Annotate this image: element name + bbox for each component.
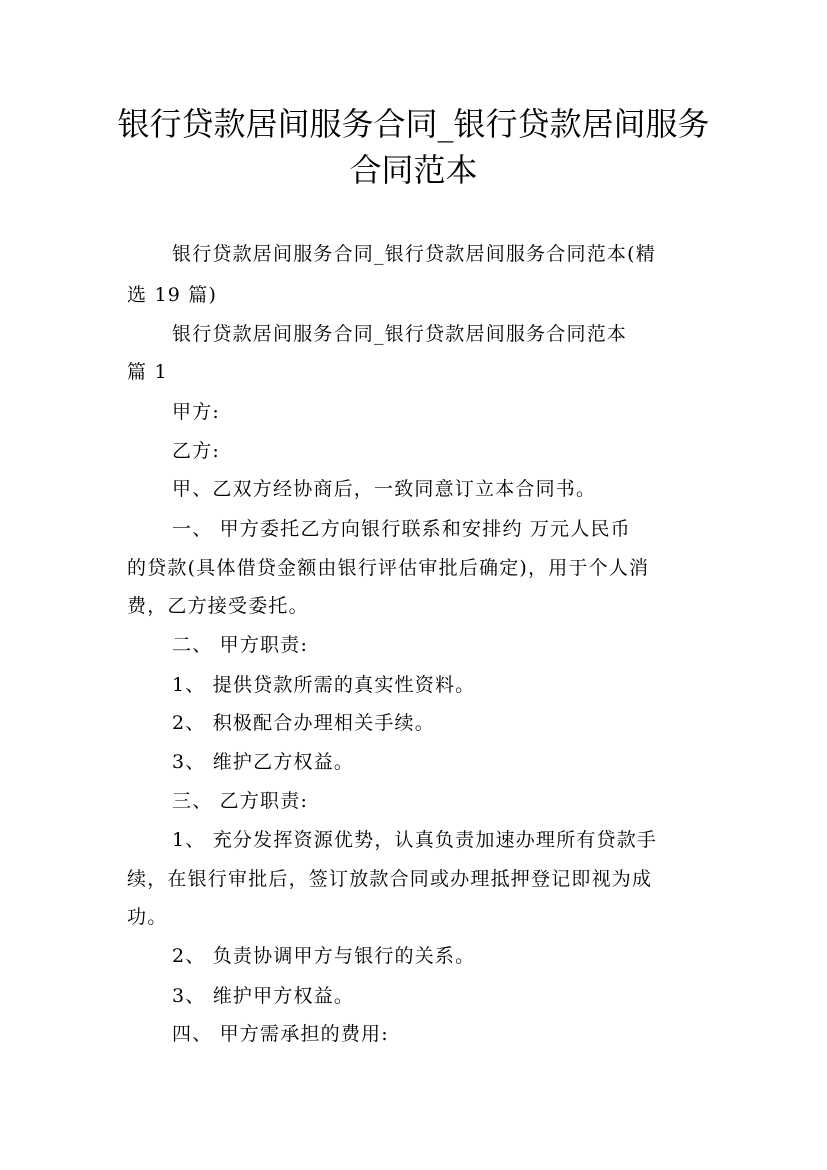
document-title-line-1: 银行贷款居间服务合同_银行贷款居间服务	[117, 105, 710, 143]
clause-1-line-3: 费，乙方接受委托。	[127, 595, 309, 617]
clause-2-item-1: 1、 提供贷款所需的真实性资料。	[172, 674, 476, 696]
party-b-label: 乙方:	[172, 440, 221, 462]
clause-3-item-1-line-1: 1、 充分发挥资源优势，认真负责加速办理所有贷款手	[172, 829, 658, 851]
clause-4-heading: 四、 甲方需承担的费用:	[172, 1023, 389, 1045]
clause-3-item-1-line-2: 续，在银行审批后，签订放款合同或办理抵押登记即视为成	[127, 868, 653, 890]
document-title-line-2: 合同范本	[349, 151, 478, 189]
clause-3-item-2: 2、 负责协调甲方与银行的关系。	[172, 945, 476, 967]
clause-3-item-1-line-3: 功。	[127, 906, 168, 928]
clause-1-line-1: 一、 甲方委托乙方向银行联系和安排约 万元人民币	[172, 518, 631, 540]
clause-1-line-2: 的贷款(具体借贷金额由银行评估审批后确定)，用于个人消	[127, 557, 650, 579]
clause-3-heading: 三、 乙方职责:	[172, 790, 309, 812]
section-heading-line-1: 银行贷款居间服务合同_银行贷款居间服务合同范本	[172, 323, 628, 345]
clause-2-item-2: 2、 积极配合办理相关手续。	[172, 712, 435, 734]
clause-2-heading: 二、 甲方职责:	[172, 634, 309, 656]
agreement-intro: 甲、乙双方经协商后，一致同意订立本合同书。	[172, 478, 597, 500]
clause-2-item-3: 3、 维护乙方权益。	[172, 751, 355, 773]
clause-3-item-3: 3、 维护甲方权益。	[172, 985, 355, 1007]
party-a-label: 甲方:	[172, 401, 221, 423]
intro-line-2: 选 19 篇)	[127, 284, 218, 306]
section-heading-line-2: 篇 1	[127, 361, 168, 383]
intro-line-1: 银行贷款居间服务合同_银行贷款居间服务合同范本(精	[172, 243, 656, 265]
